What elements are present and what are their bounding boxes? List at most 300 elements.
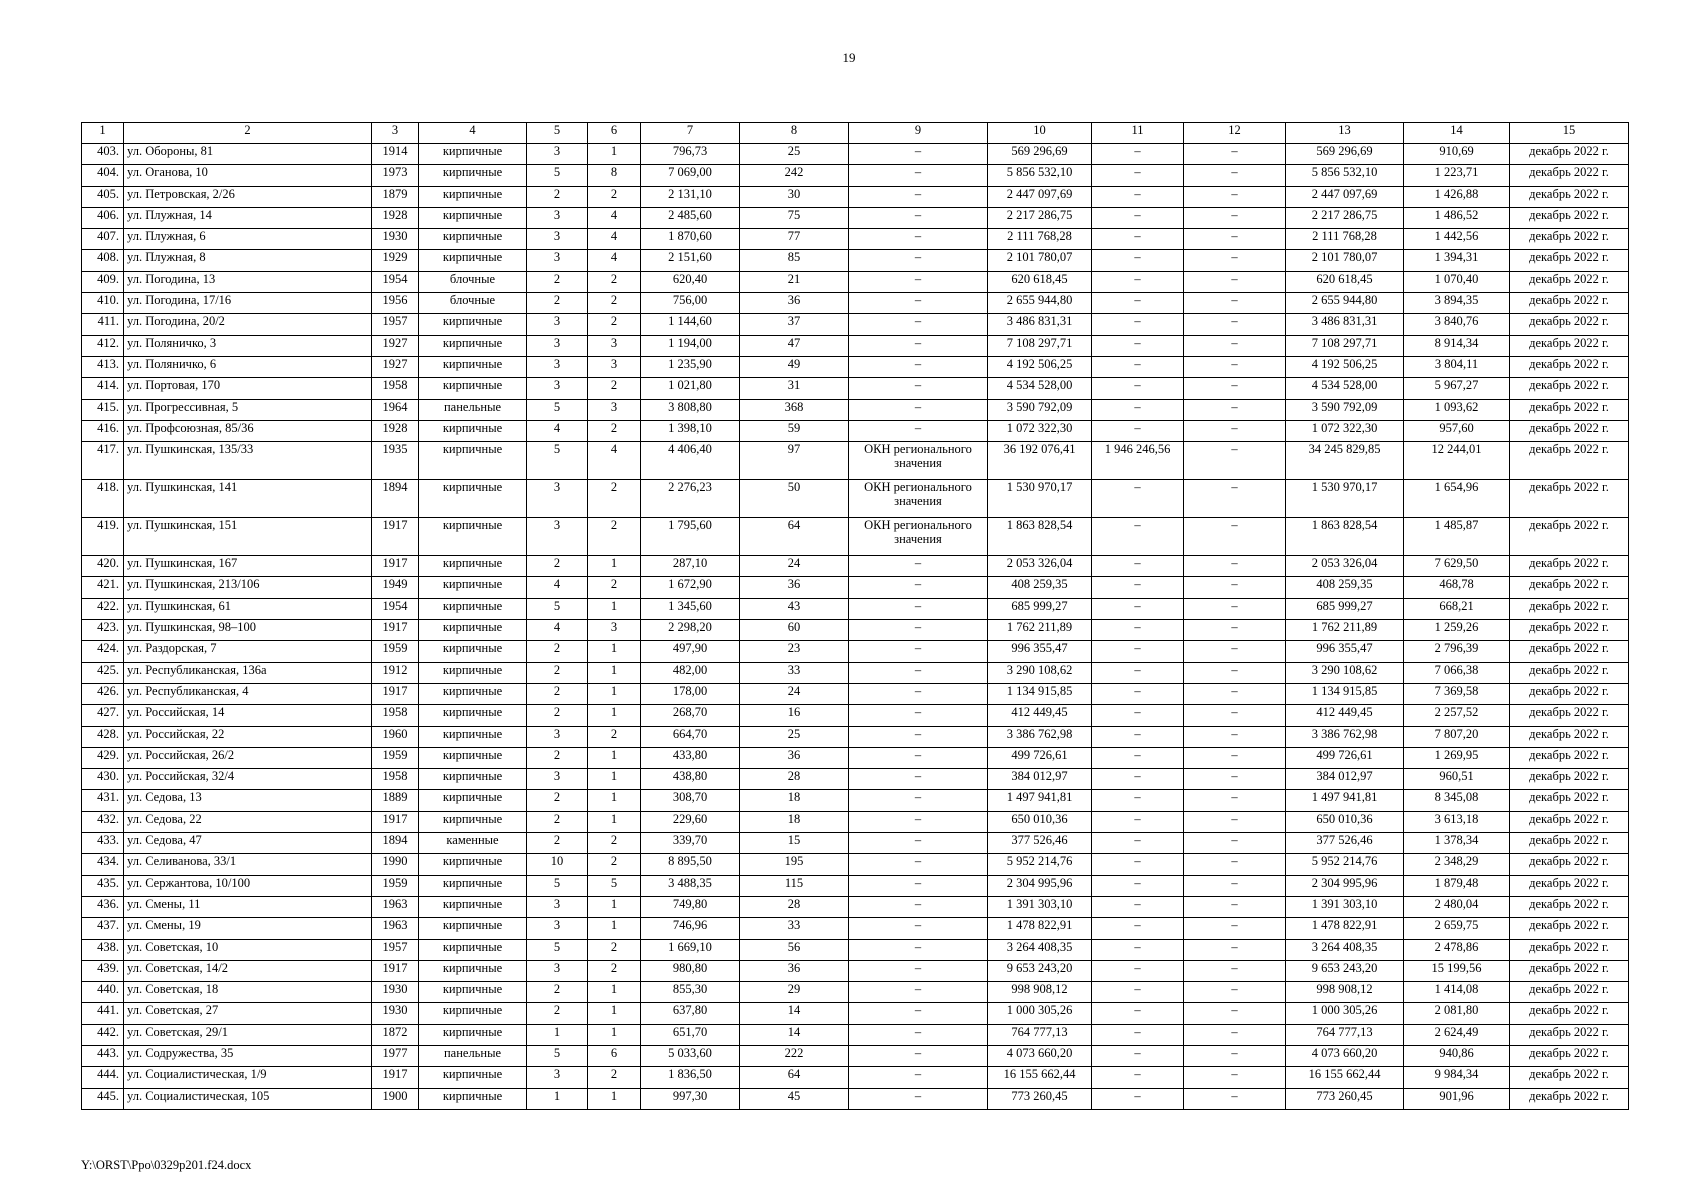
table-cell-col-3: 1935 <box>372 442 419 480</box>
table-cell-col-11: – <box>1092 335 1184 356</box>
table-cell-col-1: 429. <box>82 747 124 768</box>
table-cell-col-1: 422. <box>82 598 124 619</box>
table-cell-col-8: 15 <box>740 833 849 854</box>
table-cell-col-3: 1917 <box>372 811 419 832</box>
table-cell-col-4: кирпичные <box>419 875 527 896</box>
table-cell-col-15: декабрь 2022 г. <box>1510 918 1629 939</box>
table-cell-col-15: декабрь 2022 г. <box>1510 356 1629 377</box>
table-cell-col-14: 1 223,71 <box>1404 165 1510 186</box>
table-cell-col-6: 2 <box>588 420 641 441</box>
table-cell-col-14: 901,96 <box>1404 1088 1510 1109</box>
table-cell-col-10: 408 259,35 <box>988 577 1092 598</box>
table-cell-col-9: – <box>849 939 988 960</box>
table-cell-col-11: – <box>1092 1024 1184 1045</box>
table-cell-col-3: 1957 <box>372 939 419 960</box>
table-cell-col-4: кирпичные <box>419 165 527 186</box>
table-cell-col-4: кирпичные <box>419 918 527 939</box>
table-cell-col-12: – <box>1184 293 1286 314</box>
table-cell-col-3: 1930 <box>372 1003 419 1024</box>
table-cell-col-7: 339,70 <box>641 833 740 854</box>
table-cell-col-12: – <box>1184 854 1286 875</box>
table-cell-col-8: 30 <box>740 186 849 207</box>
table-cell-col-9: – <box>849 335 988 356</box>
table-cell-col-4: кирпичные <box>419 1088 527 1109</box>
column-header-14: 14 <box>1404 123 1510 144</box>
table-cell-col-10: 3 290 108,62 <box>988 662 1092 683</box>
table-cell-col-7: 268,70 <box>641 705 740 726</box>
table-cell-col-4: кирпичные <box>419 144 527 165</box>
table-cell-col-8: 242 <box>740 165 849 186</box>
table-cell-col-7: 287,10 <box>641 556 740 577</box>
table-cell-col-11: – <box>1092 598 1184 619</box>
table-cell-col-9: – <box>849 229 988 250</box>
table-cell-col-5: 2 <box>527 293 588 314</box>
table-cell-col-7: 4 406,40 <box>641 442 740 480</box>
table-cell-col-6: 2 <box>588 378 641 399</box>
table-cell-col-10: 1 863 828,54 <box>988 518 1092 556</box>
table-cell-col-10: 1 497 941,81 <box>988 790 1092 811</box>
table-cell-col-1: 412. <box>82 335 124 356</box>
table-cell-col-13: 7 108 297,71 <box>1286 335 1404 356</box>
table-cell-col-10: 5 952 214,76 <box>988 854 1092 875</box>
table-cell-col-14: 2 257,52 <box>1404 705 1510 726</box>
table-cell-col-1: 442. <box>82 1024 124 1045</box>
table-cell-col-2: ул. Селиванова, 33/1 <box>124 854 372 875</box>
table-cell-col-9: ОКН регионального значения <box>849 518 988 556</box>
table-cell-col-7: 3 808,80 <box>641 399 740 420</box>
table-cell-col-15: декабрь 2022 г. <box>1510 314 1629 335</box>
table-row <box>82 875 1629 896</box>
table-cell-col-5: 3 <box>527 769 588 790</box>
table-cell-col-1: 420. <box>82 556 124 577</box>
table-cell-col-2: ул. Содружества, 35 <box>124 1045 372 1066</box>
table-cell-col-10: 7 108 297,71 <box>988 335 1092 356</box>
table-cell-col-8: 45 <box>740 1088 849 1109</box>
table-cell-col-13: 34 245 829,85 <box>1286 442 1404 480</box>
table-cell-col-1: 413. <box>82 356 124 377</box>
table-row <box>82 1024 1629 1045</box>
table-cell-col-9: – <box>849 726 988 747</box>
table-cell-col-11: – <box>1092 683 1184 704</box>
table-cell-col-4: блочные <box>419 293 527 314</box>
table-cell-col-13: 685 999,27 <box>1286 598 1404 619</box>
table-cell-col-3: 1917 <box>372 960 419 981</box>
table-cell-col-9: – <box>849 620 988 641</box>
table-cell-col-6: 1 <box>588 790 641 811</box>
table-cell-col-2: ул. Российская, 32/4 <box>124 769 372 790</box>
table-cell-col-7: 651,70 <box>641 1024 740 1045</box>
table-cell-col-14: 7 807,20 <box>1404 726 1510 747</box>
table-cell-col-8: 85 <box>740 250 849 271</box>
table-row <box>82 442 1629 480</box>
table-cell-col-3: 1958 <box>372 705 419 726</box>
table-cell-col-13: 2 111 768,28 <box>1286 229 1404 250</box>
table-cell-col-9: – <box>849 896 988 917</box>
table-cell-col-12: – <box>1184 1067 1286 1088</box>
table-cell-col-11: – <box>1092 518 1184 556</box>
table-cell-col-2: ул. Социалистическая, 105 <box>124 1088 372 1109</box>
table-cell-col-11: – <box>1092 896 1184 917</box>
table-cell-col-3: 1872 <box>372 1024 419 1045</box>
table-cell-col-12: – <box>1184 982 1286 1003</box>
table-cell-col-3: 1956 <box>372 293 419 314</box>
table-cell-col-10: 4 192 506,25 <box>988 356 1092 377</box>
table-cell-col-4: кирпичные <box>419 598 527 619</box>
table-cell-col-6: 3 <box>588 356 641 377</box>
table-cell-col-9: – <box>849 598 988 619</box>
table-cell-col-14: 1 070,40 <box>1404 271 1510 292</box>
table-cell-col-4: кирпичные <box>419 356 527 377</box>
table-row <box>82 420 1629 441</box>
table-cell-col-8: 36 <box>740 577 849 598</box>
table-cell-col-3: 1900 <box>372 1088 419 1109</box>
table-cell-col-5: 4 <box>527 577 588 598</box>
table-row <box>82 356 1629 377</box>
table-cell-col-2: ул. Российская, 14 <box>124 705 372 726</box>
table-cell-col-10: 650 010,36 <box>988 811 1092 832</box>
table-cell-col-11: – <box>1092 939 1184 960</box>
column-header-5: 5 <box>527 123 588 144</box>
table-cell-col-11: – <box>1092 186 1184 207</box>
table-cell-col-12: – <box>1184 811 1286 832</box>
table-cell-col-7: 482,00 <box>641 662 740 683</box>
table-cell-col-8: 43 <box>740 598 849 619</box>
table-cell-col-14: 910,69 <box>1404 144 1510 165</box>
table-cell-col-1: 421. <box>82 577 124 598</box>
table-cell-col-9: – <box>849 854 988 875</box>
table-cell-col-15: декабрь 2022 г. <box>1510 896 1629 917</box>
table-cell-col-4: кирпичные <box>419 726 527 747</box>
table-cell-col-10: 1 000 305,26 <box>988 1003 1092 1024</box>
table-cell-col-3: 1959 <box>372 641 419 662</box>
table-cell-col-8: 18 <box>740 790 849 811</box>
table-cell-col-3: 1990 <box>372 854 419 875</box>
table-cell-col-6: 2 <box>588 577 641 598</box>
table-cell-col-4: кирпичные <box>419 747 527 768</box>
table-row <box>82 896 1629 917</box>
table-cell-col-1: 405. <box>82 186 124 207</box>
table-cell-col-7: 1 235,90 <box>641 356 740 377</box>
table-cell-col-4: кирпичные <box>419 705 527 726</box>
table-cell-col-9: – <box>849 960 988 981</box>
table-cell-col-12: – <box>1184 165 1286 186</box>
table-cell-col-7: 1 194,00 <box>641 335 740 356</box>
table-cell-col-13: 1 497 941,81 <box>1286 790 1404 811</box>
table-cell-col-15: декабрь 2022 г. <box>1510 939 1629 960</box>
table-cell-col-10: 2 217 286,75 <box>988 207 1092 228</box>
column-header-12: 12 <box>1184 123 1286 144</box>
table-cell-col-5: 5 <box>527 165 588 186</box>
table-cell-col-7: 5 033,60 <box>641 1045 740 1066</box>
table-cell-col-12: – <box>1184 705 1286 726</box>
table-cell-col-4: кирпичные <box>419 620 527 641</box>
table-cell-col-11: – <box>1092 250 1184 271</box>
table-cell-col-2: ул. Республиканская, 4 <box>124 683 372 704</box>
table-row <box>82 399 1629 420</box>
table-cell-col-2: ул. Поляничко, 3 <box>124 335 372 356</box>
table-cell-col-15: декабрь 2022 г. <box>1510 705 1629 726</box>
table-cell-col-2: ул. Советская, 27 <box>124 1003 372 1024</box>
table-cell-col-1: 437. <box>82 918 124 939</box>
table-cell-col-11: – <box>1092 271 1184 292</box>
table-cell-col-10: 1 391 303,10 <box>988 896 1092 917</box>
table-cell-col-1: 432. <box>82 811 124 832</box>
table-cell-col-5: 2 <box>527 833 588 854</box>
table-cell-col-15: декабрь 2022 г. <box>1510 399 1629 420</box>
table-cell-col-12: – <box>1184 378 1286 399</box>
table-cell-col-14: 1 259,26 <box>1404 620 1510 641</box>
table-cell-col-2: ул. Смены, 19 <box>124 918 372 939</box>
table-cell-col-2: ул. Плужная, 14 <box>124 207 372 228</box>
table-cell-col-3: 1957 <box>372 314 419 335</box>
table-cell-col-8: 29 <box>740 982 849 1003</box>
table-cell-col-1: 444. <box>82 1067 124 1088</box>
table-cell-col-9: ОКН регионального значения <box>849 442 988 480</box>
table-cell-col-5: 4 <box>527 620 588 641</box>
table-cell-col-12: – <box>1184 577 1286 598</box>
table-cell-col-10: 569 296,69 <box>988 144 1092 165</box>
table-cell-col-3: 1894 <box>372 833 419 854</box>
table-cell-col-8: 47 <box>740 335 849 356</box>
table-cell-col-13: 620 618,45 <box>1286 271 1404 292</box>
table-cell-col-15: декабрь 2022 г. <box>1510 1045 1629 1066</box>
table-row <box>82 1088 1629 1109</box>
table-cell-col-5: 2 <box>527 747 588 768</box>
table-row <box>82 769 1629 790</box>
table-cell-col-9: – <box>849 1088 988 1109</box>
table-cell-col-12: – <box>1184 769 1286 790</box>
table-cell-col-1: 423. <box>82 620 124 641</box>
table-cell-col-8: 25 <box>740 144 849 165</box>
table-cell-col-14: 1 486,52 <box>1404 207 1510 228</box>
table-cell-col-9: – <box>849 1003 988 1024</box>
table-cell-col-8: 18 <box>740 811 849 832</box>
table-cell-col-7: 756,00 <box>641 293 740 314</box>
table-cell-col-1: 418. <box>82 480 124 518</box>
table-cell-col-1: 425. <box>82 662 124 683</box>
table-cell-col-8: 33 <box>740 662 849 683</box>
table-cell-col-6: 1 <box>588 598 641 619</box>
file-path-footer: Y:\ORST\Ppo\0329p201.f24.docx <box>81 1158 252 1172</box>
table-cell-col-3: 1914 <box>372 144 419 165</box>
table-cell-col-7: 178,00 <box>641 683 740 704</box>
table-cell-col-9: – <box>849 378 988 399</box>
table-cell-col-1: 417. <box>82 442 124 480</box>
table-cell-col-6: 2 <box>588 186 641 207</box>
table-cell-col-10: 4 073 660,20 <box>988 1045 1092 1066</box>
table-cell-col-3: 1917 <box>372 620 419 641</box>
table-cell-col-14: 960,51 <box>1404 769 1510 790</box>
table-cell-col-10: 2 053 326,04 <box>988 556 1092 577</box>
table-cell-col-4: кирпичные <box>419 186 527 207</box>
table-cell-col-8: 16 <box>740 705 849 726</box>
table-cell-col-8: 49 <box>740 356 849 377</box>
table-cell-col-14: 1 442,56 <box>1404 229 1510 250</box>
table-cell-col-7: 1 672,90 <box>641 577 740 598</box>
table-cell-col-9: – <box>849 790 988 811</box>
table-cell-col-14: 3 840,76 <box>1404 314 1510 335</box>
table-cell-col-12: – <box>1184 356 1286 377</box>
table-cell-col-15: декабрь 2022 г. <box>1510 577 1629 598</box>
table-cell-col-6: 1 <box>588 144 641 165</box>
table-cell-col-5: 3 <box>527 207 588 228</box>
table-cell-col-2: ул. Советская, 14/2 <box>124 960 372 981</box>
table-cell-col-15: декабрь 2022 г. <box>1510 1024 1629 1045</box>
table-cell-col-11: – <box>1092 960 1184 981</box>
table-cell-col-6: 1 <box>588 982 641 1003</box>
table-cell-col-10: 4 534 528,00 <box>988 378 1092 399</box>
table-cell-col-11: – <box>1092 293 1184 314</box>
table-cell-col-1: 441. <box>82 1003 124 1024</box>
table-cell-col-5: 10 <box>527 854 588 875</box>
table-cell-col-5: 4 <box>527 420 588 441</box>
table-cell-col-14: 8 345,08 <box>1404 790 1510 811</box>
table-cell-col-3: 1912 <box>372 662 419 683</box>
table-cell-col-5: 2 <box>527 641 588 662</box>
table-cell-col-1: 416. <box>82 420 124 441</box>
table-row <box>82 1067 1629 1088</box>
table-row <box>82 790 1629 811</box>
table-cell-col-8: 60 <box>740 620 849 641</box>
table-cell-col-9: – <box>849 314 988 335</box>
table-cell-col-10: 1 134 915,85 <box>988 683 1092 704</box>
table-cell-col-13: 2 053 326,04 <box>1286 556 1404 577</box>
table-row <box>82 165 1629 186</box>
table-cell-col-7: 796,73 <box>641 144 740 165</box>
table-cell-col-1: 433. <box>82 833 124 854</box>
table-cell-col-6: 1 <box>588 1024 641 1045</box>
table-cell-col-14: 668,21 <box>1404 598 1510 619</box>
table-cell-col-4: кирпичные <box>419 769 527 790</box>
table-cell-col-7: 2 298,20 <box>641 620 740 641</box>
table-cell-col-10: 2 304 995,96 <box>988 875 1092 896</box>
table-cell-col-13: 377 526,46 <box>1286 833 1404 854</box>
table-cell-col-7: 980,80 <box>641 960 740 981</box>
table-cell-col-4: кирпичные <box>419 480 527 518</box>
table-row <box>82 271 1629 292</box>
table-cell-col-14: 7 066,38 <box>1404 662 1510 683</box>
table-cell-col-8: 195 <box>740 854 849 875</box>
table-cell-col-3: 1928 <box>372 207 419 228</box>
table-cell-col-4: панельные <box>419 399 527 420</box>
table-cell-col-1: 434. <box>82 854 124 875</box>
column-header-7: 7 <box>641 123 740 144</box>
table-cell-col-8: 36 <box>740 960 849 981</box>
table-cell-col-11: – <box>1092 790 1184 811</box>
table-cell-col-5: 3 <box>527 335 588 356</box>
table-cell-col-9: – <box>849 165 988 186</box>
table-cell-col-6: 2 <box>588 518 641 556</box>
table-cell-col-10: 36 192 076,41 <box>988 442 1092 480</box>
table-cell-col-12: – <box>1184 1088 1286 1109</box>
table-cell-col-1: 440. <box>82 982 124 1003</box>
table-cell-col-6: 2 <box>588 833 641 854</box>
table-cell-col-11: – <box>1092 705 1184 726</box>
table-cell-col-9: – <box>849 577 988 598</box>
table-cell-col-7: 2 131,10 <box>641 186 740 207</box>
table-row <box>82 144 1629 165</box>
table-cell-col-13: 9 653 243,20 <box>1286 960 1404 981</box>
table-cell-col-15: декабрь 2022 г. <box>1510 790 1629 811</box>
table-row <box>82 1003 1629 1024</box>
table-cell-col-12: – <box>1184 420 1286 441</box>
table-row <box>82 683 1629 704</box>
table-cell-col-7: 2 276,23 <box>641 480 740 518</box>
table-cell-col-3: 1973 <box>372 165 419 186</box>
table-cell-col-11: – <box>1092 769 1184 790</box>
table-cell-col-1: 414. <box>82 378 124 399</box>
table-cell-col-1: 445. <box>82 1088 124 1109</box>
table-cell-col-7: 749,80 <box>641 896 740 917</box>
table-cell-col-5: 3 <box>527 896 588 917</box>
table-cell-col-6: 3 <box>588 620 641 641</box>
housing-table <box>81 122 1629 1110</box>
table-cell-col-5: 2 <box>527 982 588 1003</box>
table-cell-col-8: 14 <box>740 1003 849 1024</box>
table-row <box>82 620 1629 641</box>
table-cell-col-3: 1927 <box>372 335 419 356</box>
table-cell-col-13: 2 304 995,96 <box>1286 875 1404 896</box>
table-cell-col-15: декабрь 2022 г. <box>1510 442 1629 480</box>
table-cell-col-14: 1 414,08 <box>1404 982 1510 1003</box>
table-cell-col-14: 1 394,31 <box>1404 250 1510 271</box>
table-cell-col-12: – <box>1184 207 1286 228</box>
table-cell-col-4: кирпичные <box>419 896 527 917</box>
table-cell-col-14: 1 093,62 <box>1404 399 1510 420</box>
table-cell-col-3: 1894 <box>372 480 419 518</box>
table-cell-col-4: кирпичные <box>419 939 527 960</box>
table-cell-col-8: 14 <box>740 1024 849 1045</box>
table-cell-col-7: 1 021,80 <box>641 378 740 399</box>
table-cell-col-3: 1964 <box>372 399 419 420</box>
table-cell-col-10: 16 155 662,44 <box>988 1067 1092 1088</box>
table-cell-col-10: 1 478 822,91 <box>988 918 1092 939</box>
table-cell-col-4: кирпичные <box>419 577 527 598</box>
table-cell-col-5: 2 <box>527 683 588 704</box>
table-cell-col-13: 384 012,97 <box>1286 769 1404 790</box>
table-cell-col-6: 2 <box>588 271 641 292</box>
table-cell-col-6: 1 <box>588 747 641 768</box>
table-cell-col-15: декабрь 2022 г. <box>1510 165 1629 186</box>
column-header-15: 15 <box>1510 123 1629 144</box>
table-cell-col-7: 664,70 <box>641 726 740 747</box>
table-cell-col-3: 1954 <box>372 271 419 292</box>
table-cell-col-13: 2 101 780,07 <box>1286 250 1404 271</box>
table-cell-col-9: – <box>849 918 988 939</box>
table-cell-col-11: – <box>1092 833 1184 854</box>
table-cell-col-7: 620,40 <box>641 271 740 292</box>
column-header-1: 1 <box>82 123 124 144</box>
table-row <box>82 641 1629 662</box>
table-cell-col-7: 1 345,60 <box>641 598 740 619</box>
table-cell-col-1: 438. <box>82 939 124 960</box>
table-cell-col-1: 426. <box>82 683 124 704</box>
table-cell-col-15: декабрь 2022 г. <box>1510 556 1629 577</box>
column-header-3: 3 <box>372 123 419 144</box>
table-cell-col-11: – <box>1092 1088 1184 1109</box>
table-cell-col-3: 1930 <box>372 229 419 250</box>
table-cell-col-12: – <box>1184 518 1286 556</box>
table-cell-col-5: 1 <box>527 1024 588 1045</box>
table-cell-col-2: ул. Советская, 10 <box>124 939 372 960</box>
table-cell-col-2: ул. Пушкинская, 141 <box>124 480 372 518</box>
table-row <box>82 229 1629 250</box>
table-cell-col-12: – <box>1184 556 1286 577</box>
table-cell-col-12: – <box>1184 480 1286 518</box>
table-cell-col-11: – <box>1092 229 1184 250</box>
column-header-8: 8 <box>740 123 849 144</box>
table-cell-col-12: – <box>1184 747 1286 768</box>
